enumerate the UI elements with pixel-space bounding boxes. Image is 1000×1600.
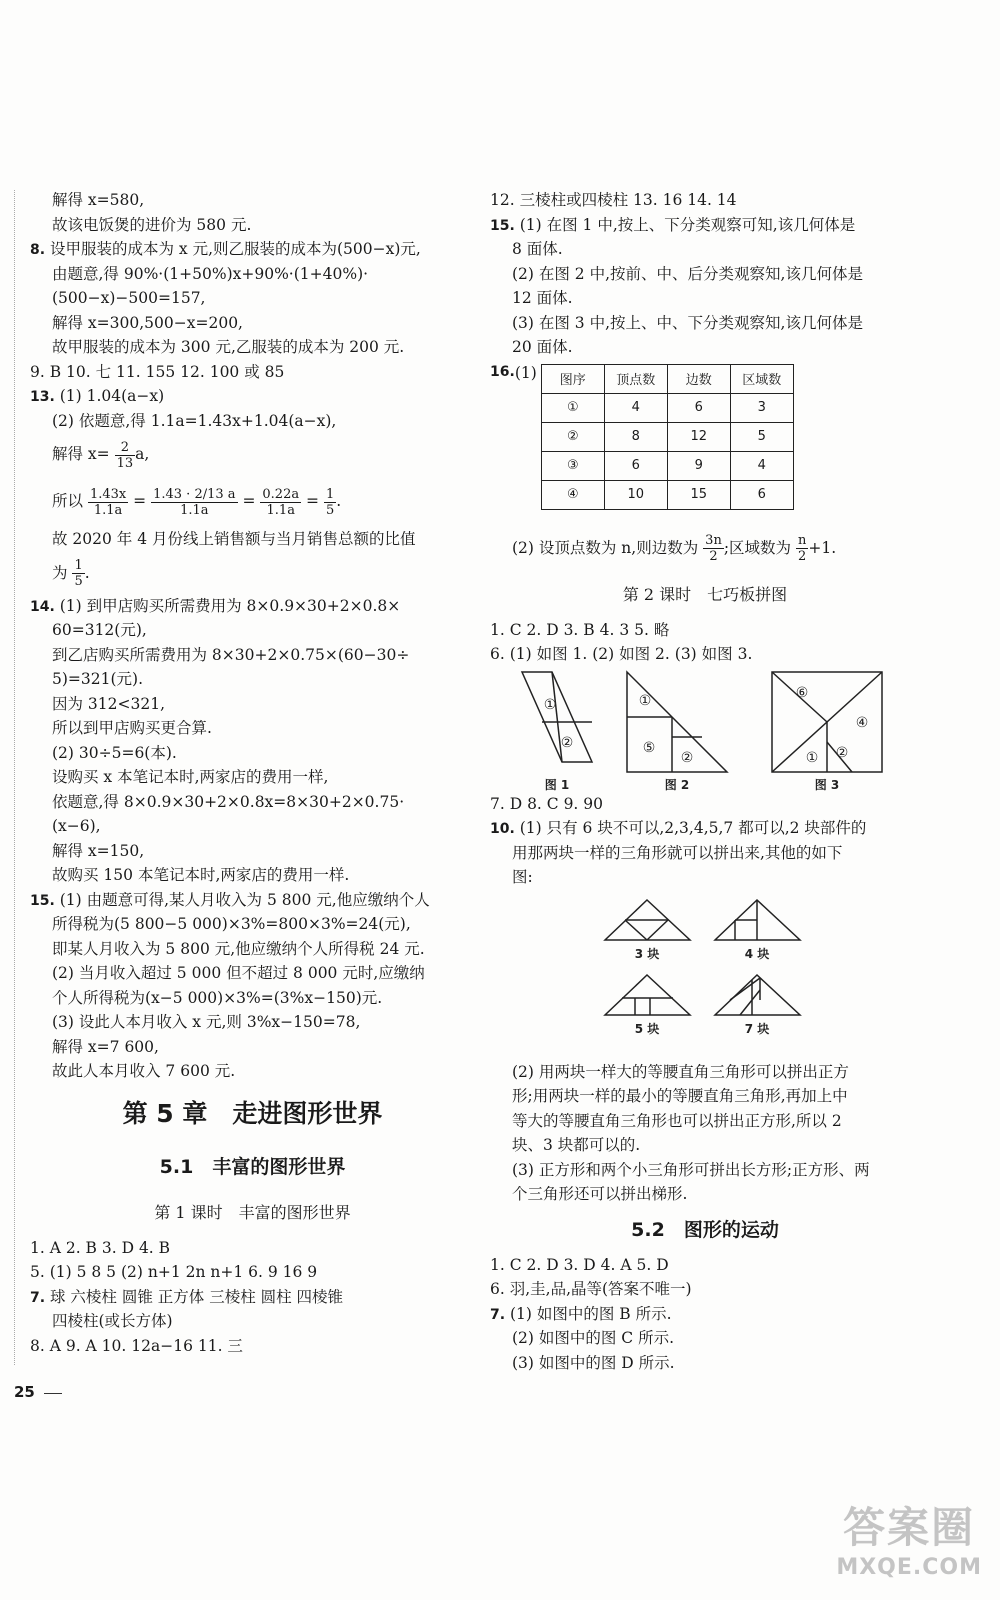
frac-den: 1.1a [93,502,123,518]
right-lines-d [490,1060,920,1207]
equals-sign: = [242,492,256,510]
equals-sign: = [306,492,320,510]
q16b-end: +1. [808,538,837,557]
frac-num: 1 [325,486,335,502]
line-text: (2) 在图 2 中,按前、中、后分类观察知,该几何体是 [512,264,863,283]
puzzle-figures [490,890,890,1060]
frac-num: n [798,533,807,548]
table-cell: 5 [730,422,793,451]
line-text: (1) 只有 6 块不可以,2,3,4,5,7 都可以,2 块部件的 [514,819,867,837]
text-line [30,1260,475,1285]
text-line [30,384,475,409]
question-number: 15. [490,217,515,234]
text-line [30,937,475,962]
text-line [490,1133,920,1158]
period: . [84,563,90,582]
line-text: (500−x)−500=157, [52,289,206,307]
text-line [490,1060,920,1085]
text-line [30,594,475,619]
line-text: (1) 如图中的图 B 所示. [505,1304,672,1323]
lesson-title: 第 1 课时 丰富的图形世界 [154,1202,351,1222]
text-line [30,667,475,692]
fig3-caption: 图 3 [814,777,840,792]
text-line [490,311,920,336]
line-text: 所以到甲店购买更合算. [52,719,212,737]
line-text: (x−6), [52,817,101,835]
fig1-caption: 图 1 [544,777,570,792]
text-line [490,1158,920,1183]
table-cell: 6 [667,393,730,422]
table-cell: ③ [541,451,604,480]
ratio-frac-1 [88,487,128,518]
line-text: 故此人本月收入 7 600 元. [52,1062,236,1080]
label-fig2-2: ② [680,749,694,766]
text-line [490,335,920,360]
frac-den: 1.1a [266,502,295,518]
q13-ratio-line [30,475,475,527]
watermark-url: MXQE.COM [836,1555,982,1580]
table-cell: ④ [541,480,604,509]
frac-num: 1.43 · 2/13 a [153,486,236,502]
text-line [30,1059,475,1084]
right-lines-c [490,792,920,890]
frac-num: 3n [705,533,722,548]
conclude-prefix: 为 [52,563,68,582]
text-line [490,286,920,311]
equals-sign: = [133,492,147,510]
chapter-title: 第 5 章 走进图形世界 [122,1098,383,1128]
text-line [490,792,920,817]
table-row [541,480,793,509]
label-fig3-6: ⑥ [795,684,809,701]
line-text: 四棱柱(或长方体) [52,1312,173,1330]
line-text: (2) 如图中的图 C 所示. [512,1329,675,1347]
solve-suffix: a, [135,445,150,463]
line-text: 形;用两块一样的最小的等腰直角三角形,再加上中 [512,1087,848,1105]
line-text: 故该电饭煲的进价为 580 元. [52,215,252,234]
line-text: 5. (1) 5 8 5 (2) n+1 2n n+1 6. 9 16 9 [30,1263,318,1281]
frac-den: 1.1a [180,502,209,518]
frac-num: 0.22a [262,486,300,502]
line-text: 设甲服装的成本为 x 元,则乙服装的成本为(500−x)元, [45,240,421,258]
text-line [30,1285,475,1310]
frac-den: 5 [74,574,83,589]
table-header-cell: 边数 [667,364,730,393]
line-text: 60=312(元), [52,621,147,639]
line-text: 解得 x=300,500−x=200, [52,313,243,332]
table-row [541,393,793,422]
text-line [30,213,475,238]
line-text: (1) 在图 1 中,按上、下分类观察可知,该几何体是 [514,215,856,234]
line-text: 6. (1) 如图 1. (2) 如图 2. (3) 如图 3. [490,645,753,663]
right-lines-b [490,618,920,667]
line-text: 到乙店购买所需费用为 8×30+2×0.75×(60−30÷ [52,645,410,664]
watermark-logo: 答案圈 [843,1503,976,1552]
period: . [336,492,342,510]
question-number: 7. [490,1306,506,1323]
line-text: 5)=321(元). [52,670,144,688]
text-line [490,865,920,890]
label-fig3-4: ④ [855,714,869,731]
line-text: 解得 x=580, [52,191,145,209]
line-text: 设购买 x 本笔记本时,两家店的费用一样, [52,768,329,786]
text-line [30,409,475,434]
text-line [30,912,475,937]
text-line [490,618,920,643]
table-cell: 15 [667,480,730,509]
text-line [490,188,920,213]
section-2-title: 5.2 图形的运动 [631,1218,779,1241]
table-header-cell: 图序 [541,364,604,393]
margin-rule [14,190,15,1365]
question-number: 13. [30,389,55,405]
line-text: 6. 羽,圭,品,晶等(答案不唯一) [490,1280,692,1298]
q16b-mid: ;区域数为 [723,538,792,557]
table-cell: 6 [730,480,793,509]
line-text: 解得 x=150, [52,841,145,860]
left-lines-a [30,188,475,433]
table-cell: 8 [604,422,667,451]
left-lines-c [30,1236,475,1359]
frac-num: 2 [115,440,136,456]
line-text: 12. 三棱柱或四棱柱 13. 16 14. 14 [490,191,737,209]
label-fig2-5: ⑤ [642,739,656,756]
text-line [30,286,475,311]
text-line [30,716,475,741]
right-column [490,188,920,1375]
text-line [30,741,475,766]
line-text: 1. C 2. D 3. B 4. 3 5. 略 [490,620,670,639]
table-cell: 4 [730,451,793,480]
text-line [30,1334,475,1359]
q13-solution-line [30,433,475,475]
line-text: (3) 设此人本月收入 x 元,则 3%x−150=78, [52,1013,361,1031]
label-fig3-1: ① [805,749,819,766]
text-line [30,1010,475,1035]
text-line [30,863,475,888]
line-text: (2) 30÷5=6(本). [52,743,177,762]
table-cell: 6 [604,451,667,480]
label-fig1-1: ① [543,696,557,713]
text-line [490,1182,920,1207]
text-line [490,1277,920,1302]
regions-fraction [796,533,808,564]
line-text: (2) 当月收入超过 5 000 但不超过 8 000 元时,应缴纳 [52,964,425,982]
text-line [490,816,920,841]
frac-num: 1 [74,558,83,573]
table-header-cell: 区域数 [730,364,793,393]
caption-4-blocks: 4 块 [744,946,770,961]
line-text: 1. A 2. B 3. D 4. B [30,1238,171,1257]
left-lines-b [30,594,475,1084]
q13-conclusion-2 [30,552,475,594]
text-line [490,237,920,262]
line-text: 图: [512,868,533,886]
text-line [30,839,475,864]
line-text: 等大的等腰直角三角形也可以拼出正方形,所以 2 [512,1111,842,1130]
solve-prefix: 解得 x= [52,445,110,463]
text-line [30,618,475,643]
edges-fraction [703,533,724,564]
right-lines-a [490,188,920,360]
line-text: 故甲服装的成本为 300 元,乙服装的成本为 200 元. [52,338,405,356]
page-number-rule [44,1393,62,1394]
text-line [30,692,475,717]
text-line [30,237,475,262]
fig2-caption: 图 2 [664,777,690,792]
text-line [490,1302,920,1327]
label-fig2-1: ① [638,692,652,709]
table-cell: 12 [667,422,730,451]
ratio-frac-2 [151,487,237,518]
q16-part: (1) [514,363,537,382]
section-title: 5.1 丰富的图形世界 [159,1155,346,1178]
q16b-prefix: (2) 设顶点数为 n,则边数为 [512,538,699,557]
text-line [30,311,475,336]
frac-den: 2 [798,549,807,564]
question-number: 14. [30,598,55,615]
text-line [490,1253,920,1278]
line-text: 故购买 150 本笔记本时,两家店的费用一样. [52,866,350,884]
table-cell: ① [541,393,604,422]
line-text: (3) 如图中的图 D 所示. [512,1353,675,1372]
text-line [30,765,475,790]
text-line [30,986,475,1011]
text-line [30,961,475,986]
text-line [490,1084,920,1109]
line-text: 由题意,得 90%·(1+50%)x+90%·(1+40%)· [52,264,369,283]
text-line [30,888,475,913]
question-number: 15. [30,892,55,909]
text-line [490,262,920,287]
line-text: 20 面体. [512,338,573,356]
lesson-2-title: 第 2 课时 七巧板拼图 [622,584,788,604]
caption-3-blocks: 3 块 [634,946,660,961]
left-column [30,188,475,1358]
label-fig1-2: ② [560,734,574,751]
line-text: (2) 用两块一样大的等腰直角三角形可以拼出正方 [512,1062,849,1081]
text-line [30,790,475,815]
text-line [490,1326,920,1351]
text-line [30,1309,475,1334]
line-text: (1) 到甲店购买所需费用为 8×0.9×30+2×0.8× [54,596,401,615]
line-text: 个三角形还可以拼出梯形. [512,1185,688,1203]
line-text: 个人所得税为(x−5 000)×3%=(3%x−150)元. [52,988,383,1007]
table-row [541,422,793,451]
text-line [30,188,475,213]
q16-part2 [490,524,920,572]
line-text: 依题意,得 8×0.9×30+2×0.8x=8×30+2×0.75· [52,792,405,811]
caption-7-blocks: 7 块 [744,1021,770,1036]
frac-num: 1.43x [89,486,127,502]
table-cell: 3 [730,393,793,422]
table-cell: ② [541,422,604,451]
line-text: (1) 由题意可得,某人月收入为 5 800 元,他应缴纳个人 [54,890,430,909]
question-number: 10. [490,821,515,837]
ratio-frac-3 [260,487,301,518]
vertex-table [541,364,794,510]
line-text: 8. A 9. A 10. 12a−16 11. 三 [30,1336,243,1355]
tangram-figures [512,667,912,792]
right-lines-e [490,1253,920,1376]
line-text: 所得税为(5 800−5 000)×3%=800×3%=24(元), [52,915,411,933]
line-text: 球 六棱柱 圆锥 正方体 三棱柱 圆柱 四棱锥 [45,1287,344,1306]
frac-den: 5 [325,502,335,518]
line-text: (3) 在图 3 中,按上、中、下分类观察知,该几何体是 [512,313,863,332]
table-row [541,451,793,480]
q16-number: 16. [490,363,515,380]
text-line [30,643,475,668]
table-cell: 10 [604,480,667,509]
text-line [30,360,475,385]
text-line [30,1236,475,1261]
conclude-fraction [72,558,84,589]
q13-conclusion: 故 2020 年 4 月份线上销售额与当月销售总额的比值 [52,530,416,548]
line-text: 12 面体. [512,289,573,307]
question-number: 8. [30,242,46,258]
question-number: 7. [30,1289,46,1306]
text-line [490,1109,920,1134]
ratio-prefix: 所以 [52,492,84,510]
text-line [30,814,475,839]
text-line [490,1351,920,1376]
line-text: 块、3 块都可以的. [512,1136,641,1154]
line-text: 即某人月收入为 5 800 元,他应缴纳个人所得税 24 元. [52,939,425,958]
line-text: 用那两块一样的三角形就可以拼出来,其他的如下 [512,843,843,862]
frac-den: 13 [116,455,134,471]
table-header-cell: 顶点数 [604,364,667,393]
line-text: (3) 正方形和两个小三角形可拼出长方形;正方形、两 [512,1160,870,1179]
q16-block [490,364,920,524]
line-text: 1. C 2. D 3. D 4. A 5. D [490,1255,669,1274]
line-text: 7. D 8. C 9. 90 [490,794,604,813]
frac-den: 2 [709,549,718,564]
watermark [836,1495,982,1580]
text-line [30,335,475,360]
caption-5-blocks: 5 块 [634,1021,660,1036]
line-text: 解得 x=7 600, [52,1037,159,1056]
line-text: 9. B 10. 七 11. 155 12. 100 或 85 [30,362,285,381]
text-line [490,213,920,238]
line-text: 因为 312<321, [52,694,166,713]
table-cell: 9 [667,451,730,480]
text-line [30,262,475,287]
page-number: 25 [14,1383,35,1401]
text-line [490,841,920,866]
text-line [30,1035,475,1060]
solve-fraction [115,440,136,471]
table-cell: 4 [604,393,667,422]
line-text: (2) 依题意,得 1.1a=1.43x+1.04(a−x), [52,411,337,430]
line-text: 8 面体. [512,240,563,258]
text-line [490,642,920,667]
ratio-frac-4 [324,487,336,518]
label-fig3-2: ② [835,744,849,761]
line-text: (1) 1.04(a−x) [54,387,165,405]
